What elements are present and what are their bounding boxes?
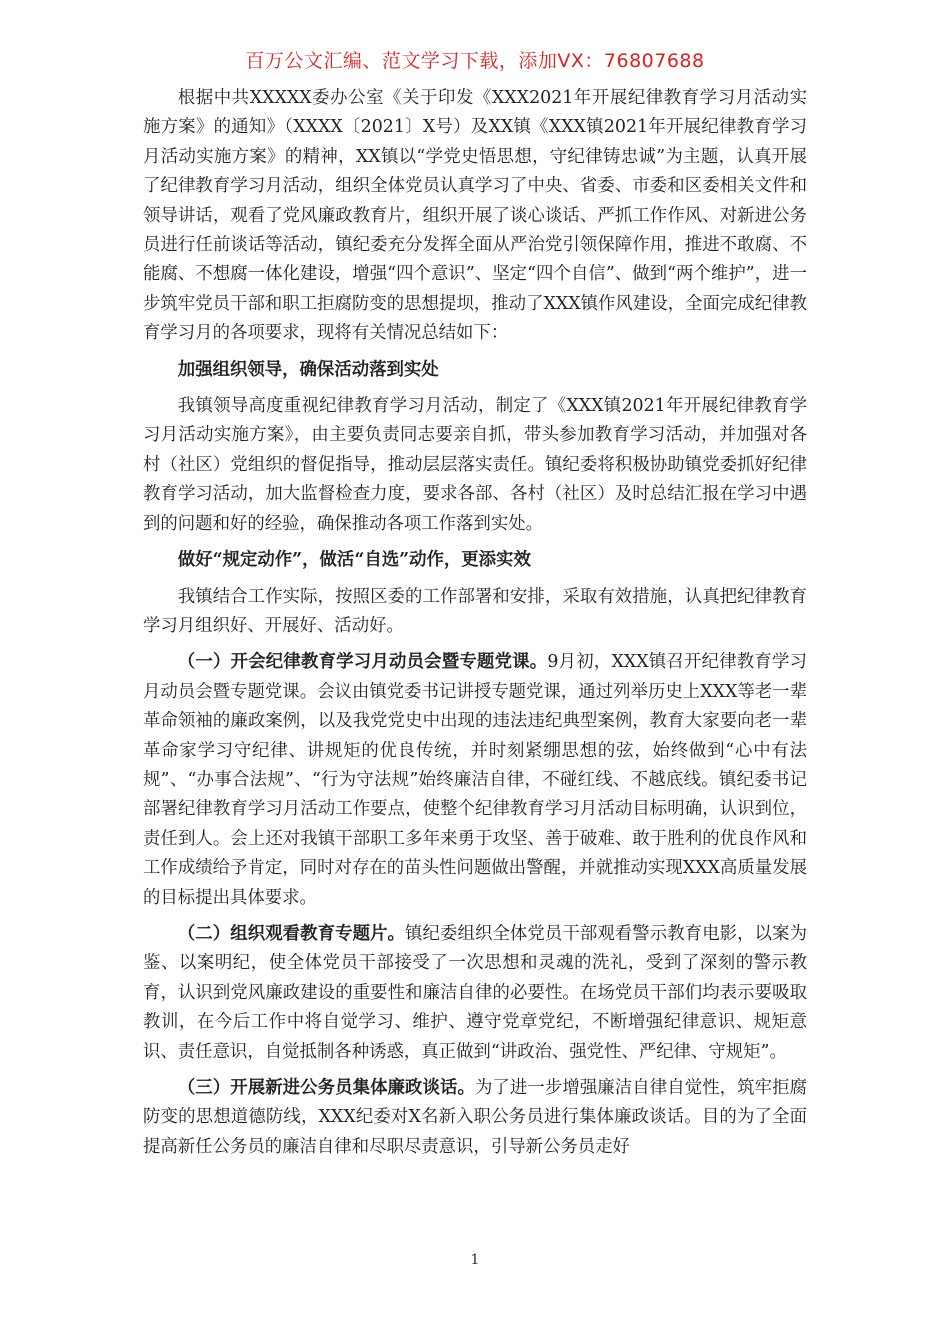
section-heading-1: 加强组织领导，确保活动落到实处 xyxy=(177,359,439,380)
item-lead-1: （一）开会纪律教育学习月动员会暨专题党课。 xyxy=(177,652,548,673)
item-text-3: 为了进一步增强廉洁自律自觉性，筑牢拒腐防变的思想道德防线，XXX纪委对X名新入职公务员进行集体廉政谈话。目的为了全面提高新任公务员的廉洁自律和尽职尽责意识，引导新公务员走好 xyxy=(143,1078,807,1157)
document-body xyxy=(143,84,807,1169)
page-number: 1 xyxy=(470,1252,480,1268)
item-paragraph-3 xyxy=(143,1074,807,1162)
item-text-2: 镇纪委组织全体党员干部观看警示教育电影，以案为鉴、以案明纪，使全体党员干部接受了一次思想和灵魂的洗礼，受到了深刻的警示教育，认识到党风廉政建设的重要性和廉洁自律的必要性。在场党员干部们均表示要吸取教训，在今后工作中将自觉学习、维护、遵守党章党纪，不断增强纪律意识、规矩意识、责任意识，自觉抵制各种诱惑，真正做到“讲政治、强党性、严纪律、守规矩”。 xyxy=(143,923,807,1062)
item-lead-3: （三）开展新进公务员集体廉政谈话。 xyxy=(177,1078,475,1098)
section-paragraph-2: 我镇结合工作实际，按照区委的工作部署和安排，采取有效措施，认真把纪律教育学习月组织好、开展好、活动好。 xyxy=(143,586,807,636)
promo-banner: 百万公文汇编、范文学习下载，添加VX：76807688 xyxy=(245,50,705,72)
item-paragraph-1 xyxy=(143,648,807,913)
section-heading-2: 做好“规定动作”，做活“自选”动作，更添实效 xyxy=(177,550,531,571)
item-text-1: 9月初，XXX镇召开纪律教育学习月动员会暨专题党课。会议由镇党委书记讲授专题党课，通过列举历史上XXX等老一辈革命领袖的廉政案例，以及我党党史中出现的违法违纪典型案例，教育大家要向老一辈革命家学习守纪律、讲规矩的优良传统，并时刻紧绷思想的弦，始终做到“心中有法规”、“办事合法规”、“行为守法规”始终廉洁自律，不碰红线、不越底线。镇纪委书记部署纪律教育学习月活动工作要点，使整个纪律教育学习月活动目标明确，认识到位，责任到人。会上还对我镇干部职工多年来勇于攻坚、善于破难、敢于胜利的优良作风和工作成绩给予肯定，同时对存在的苗头性问题做出警醒，并就推动实现XXX高质量发展的目标提出具体要求。 xyxy=(143,652,807,908)
intro-paragraph: 根据中共XXXXX委办公室《关于印发《XXX2021年开展纪律教育学习月活动实施方案》的通知》（XXXX〔2021〕X号）及XX镇《XXX镇2021年开展纪律教育学习月活动实施方案》的精神，XX镇以“学党史悟思想，守纪律铸忠诚”为主题，认真开展了纪律教育学习月活动，组织全体党员认真学习了中央、省委、市委和区委相关文件和领导讲话，观看了党风廉政教育片，组织开展了谈心谈话、严抓工作作风、对新进公务员进行任前谈话等活动，镇纪委充分发挥全面从严治党引领保障作用，推进不敢腐、不能腐、不想腐一体化建设，增强“四个意识”、坚定“四个自信”、做到“两个维护”，进一步筑牢党员干部和职工拒腐防变的思想提坝，推动了XXX镇作风建设，全面完成纪律教育学习月的各项要求，现将有关情况总结如下： xyxy=(143,88,807,344)
section-paragraph-1: 我镇领导高度重视纪律教育学习月活动，制定了《XXX镇2021年开展纪律教育学习月活动实施方案》，由主要负责同志要亲自抓，带头参加教育学习活动，并加强对各村（社区）党组织的督促指导，推动层层落实责任。镇纪委将积极协助镇党委抓好纪律教育学习活动，加大监督检查力度，要求各部、各村（社区）及时总结汇报在学习中遇到的问题和好的经验，确保推动各项工作落到实处。 xyxy=(143,396,807,534)
item-paragraph-2 xyxy=(143,920,807,1067)
item-lead-2: （二）组织观看教育专题片。 xyxy=(177,923,406,944)
